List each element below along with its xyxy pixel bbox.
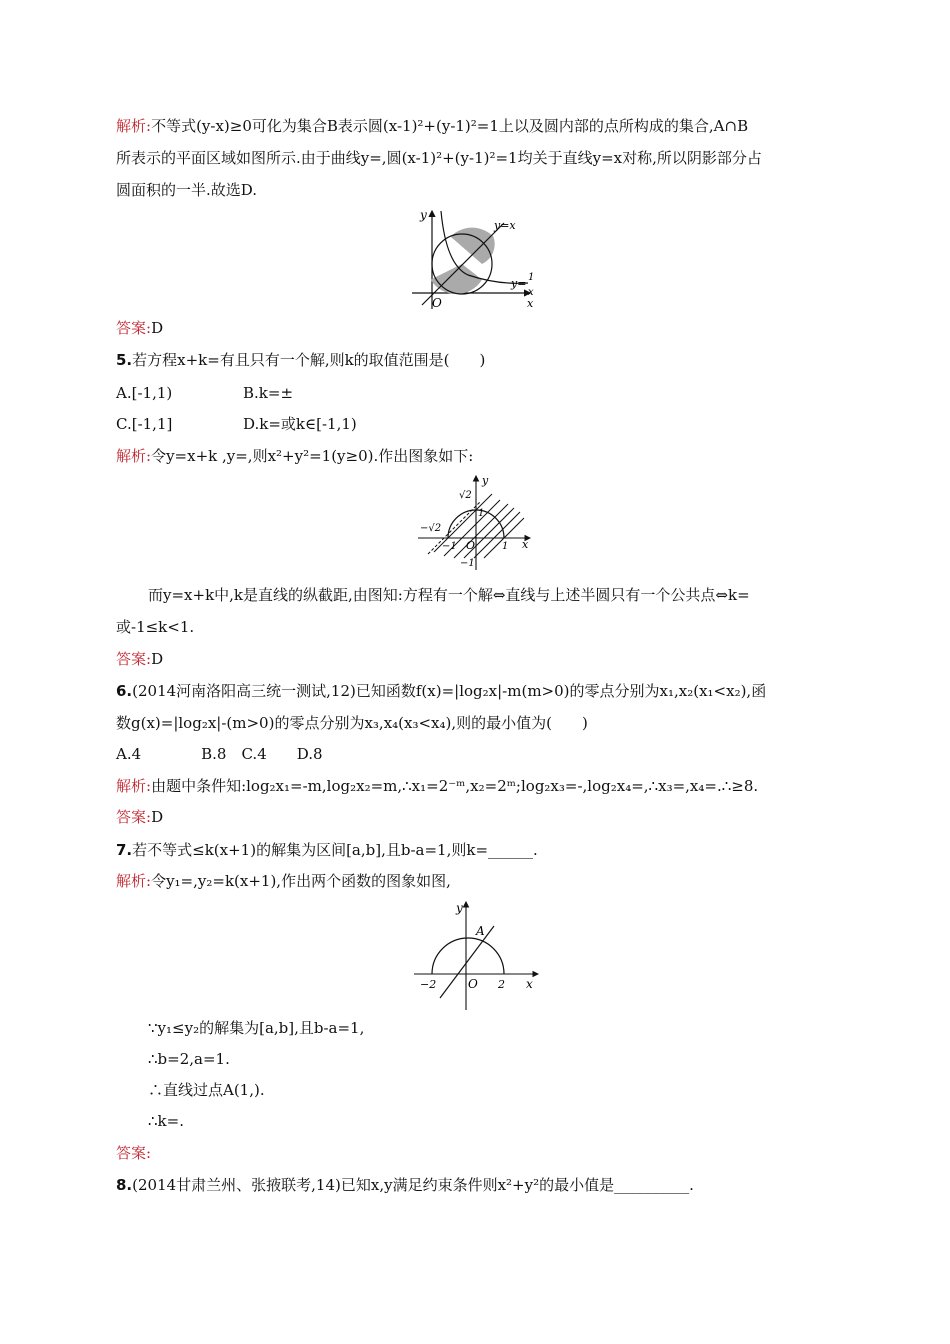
fig-label-one-y: 1: [478, 508, 485, 519]
q7-figure: [410, 898, 546, 1012]
q5-analysis-line-3: 或-1≤k<1.: [116, 618, 195, 636]
q6-answer: [116, 807, 163, 827]
fig-label-neg1-y: −1: [460, 558, 475, 569]
q7-stem-text: 若不等式≤k(x+1)的解集为区间[a,b],且b-a=1,则k=______.: [132, 841, 538, 859]
q8-stem: [116, 1175, 694, 1195]
q5-answer: [116, 649, 163, 669]
q7-step-3: ∴直线过点A(1,).: [148, 1081, 265, 1099]
fig-label-y: y: [456, 901, 463, 915]
fig-label-origin: O: [466, 539, 476, 552]
q4-answer: [116, 318, 163, 338]
q5-answer-value: D: [151, 650, 164, 668]
q4-analysis-line-1: [116, 116, 748, 136]
q6-answer-value: D: [151, 808, 164, 826]
q5-analysis-line-2: 而y=x+k中,k是直线的纵截距,由图知:方程有一个解⇔直线与上述半圆只有一个公共点⇔k=: [148, 586, 750, 604]
q4-analysis-line-2: 所表示的平面区域如图所示.由于曲线y=,圆(x-1)²+(y-1)²=1均关于直线y=x对称,所以阴影部分占: [116, 149, 762, 167]
q7-number: 7.: [116, 841, 133, 859]
q7-analysis-line-1: [116, 871, 451, 891]
q8-number: 8.: [116, 1176, 133, 1194]
q7-analysis-text-1: 令y₁=,y₂=k(x+1),作出两个函数的图象如图,: [151, 872, 451, 890]
q7-answer: [116, 1143, 151, 1163]
line-y2: [440, 926, 494, 998]
answer-label: 答案:: [116, 1144, 152, 1162]
analysis-label: 解析:: [116, 447, 152, 465]
fig-label-frac-num: 1: [528, 272, 535, 283]
q5-option-b: B.k=±: [243, 384, 294, 402]
q6-analysis-line-1: [116, 776, 758, 796]
fig-label-y-eq-x: y=x: [494, 219, 516, 232]
fig-label-sqrt2: √2: [459, 490, 472, 501]
q4-analysis-text-1: 不等式(y-x)≥0可化为集合B表示圆(x-1)²+(y-1)²=1上以及圆内部的点所构成的集合,A∩B: [151, 117, 749, 135]
fig-label-x: x: [526, 977, 533, 991]
fig-label-y: y: [482, 474, 489, 487]
q5-option-a: A.[-1,1): [116, 384, 173, 402]
q5-figure: [414, 472, 540, 574]
q6-stem-text-1: (2014河南洛阳高三统一测试,12)已知函数f(x)=|log₂x|-m(m>0)的零点分别为x₁,x₂(x₁<x₂),函: [132, 682, 767, 700]
fig-label-neg-sqrt2: −√2: [420, 523, 442, 534]
q8-stem-text: (2014甘肃兰州、张掖联考,14)已知x,y满足约束条件则x²+y²的最小值是__________.: [132, 1176, 694, 1194]
fig-label-two: 2: [498, 978, 505, 991]
q7-step-4: ∴k=.: [148, 1112, 184, 1130]
analysis-label: 解析:: [116, 777, 152, 795]
fig-label-one-x: 1: [502, 541, 509, 552]
q6-options: A.4 B.8 C.4 D.8: [116, 745, 323, 763]
q7-step-1: ∵y₁≤y₂的解集为[a,b],且b-a=1,: [148, 1019, 365, 1037]
answer-label: 答案:: [116, 650, 152, 668]
answer-label: 答案:: [116, 319, 152, 337]
q6-stem-line-2: 数g(x)=|log₂x|-(m>0)的零点分别为x₃,x₄(x₃<x₄),则的最小值为( ): [116, 714, 588, 732]
q5-option-c: C.[-1,1]: [116, 415, 173, 433]
fig-label-x: x: [522, 538, 529, 551]
analysis-label: 解析:: [116, 117, 152, 135]
q5-analysis-text-1: 令y=x+k ,y=,则x²+y²=1(y≥0).作出图象如下:: [151, 447, 474, 465]
fig-label-frac-den: x: [528, 287, 534, 298]
q7-stem: [116, 840, 538, 860]
fig-label-y-eq: y=: [511, 277, 527, 290]
q5-analysis-line-1: [116, 446, 473, 466]
q6-stem-line-1: [116, 681, 766, 701]
fig-label-neg1: −1: [442, 541, 457, 552]
q6-analysis-text-1: 由题中条件知:log₂x₁=-m,log₂x₂=m,∴x₁=2⁻ᵐ,x₂=2ᵐ;log₂x₃=-,log₂x₄=,∴x₃=,x₄=.∴≥8.: [151, 777, 759, 795]
q5-stem: [116, 350, 485, 370]
answer-label: 答案:: [116, 808, 152, 826]
q5-stem-text: 若方程x+k=有且只有一个解,则k的取值范围是( ): [132, 351, 486, 369]
analysis-label: 解析:: [116, 872, 152, 890]
q7-step-2: ∴b=2,a=1.: [148, 1050, 230, 1068]
fig-label-origin: O: [468, 977, 478, 991]
fig-label-a: A: [476, 924, 485, 938]
shaded-region-lower: [431, 264, 482, 294]
shaded-region-upper: [451, 228, 495, 264]
semicircle: [432, 938, 504, 974]
q4-analysis-line-3: 圆面积的一半.故选D.: [116, 181, 258, 199]
fig-label-x: x: [527, 297, 534, 310]
fig-label-neg2: −2: [420, 978, 437, 991]
q4-answer-value: D: [151, 319, 164, 337]
q4-figure: [408, 205, 548, 315]
fig-label-y: y: [420, 208, 427, 222]
q5-option-d: D.k=或k∈[-1,1): [243, 415, 357, 433]
q5-number: 5.: [116, 351, 133, 369]
fig-label-origin: O: [432, 296, 442, 310]
q6-number: 6.: [116, 682, 133, 700]
